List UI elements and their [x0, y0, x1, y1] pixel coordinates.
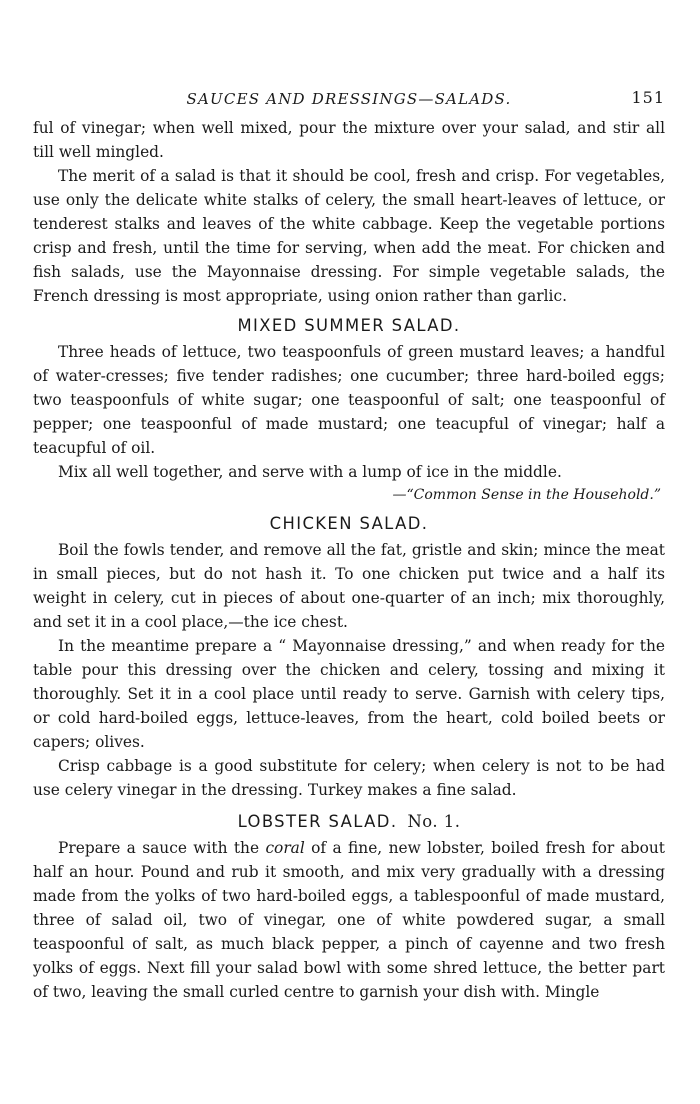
lobster-salad-paragraph-1: [33, 836, 665, 1004]
mixed-summer-salad-method: Mix all well together, and serve with a lump of ice in the middle.: [58, 463, 562, 481]
chicken-salad-paragraph-3: Crisp cabbage is a good substitute for celery; when celery is not to be had use celery vinegar in the dressing. Turkey makes a fine salad.: [33, 757, 665, 799]
lobster-salad-number: No. 1.: [407, 812, 461, 831]
book-page: [33, 86, 665, 1004]
recipe-attribution: —“Common Sense in the Household.”: [392, 487, 661, 503]
mixed-summer-salad-ingredients: Three heads of lettuce, two teaspoonfuls of green mustard leaves; a handful of water-cresses; five tender radishes; one cucumber; three hard-boiled eggs; two teaspoonfuls of white sugar; one teaspoonful of salt; one teaspoonful of pepper; one teaspoonful of made mustard; one teacupful of vinegar; half a teacupful of oil.: [33, 343, 665, 457]
chicken-salad-paragraph-1: Boil the fowls tender, and remove all the fat, gristle and skin; mince the meat in small pieces, but do not hash it. To one chicken put twice and a half its weight in celery, cut in pieces of about one-quarter of an inch; mix thoroughly, and set it in a cool place,—the ice chest.: [33, 541, 665, 631]
lobster-text-rest: of a fine, new lobster, boiled fresh for about half an hour. Pound and rub it smooth, and mix very gradually with a dressing made from the yolks of two hard-boiled eggs, a tablespoonful of made mustard, three of salad oil, two of vinegar, one of white powdered sugar, a small teaspoonful of salt, as much black pepper, a pinch of cayenne and two fresh yolks of eggs. Next fill your salad bowl with some shred lettuce, the better part of two, leaving the small curled centre to garnish your dish with. Mingle: [33, 839, 665, 1001]
page-number: 151: [631, 88, 665, 107]
chicken-salad-paragraph-2: In the meantime prepare a “ Mayonnaise dressing,” and when ready for the table pour this dressing over the chicken and celery, tossing and mixing it thoroughly. Set it in a cool place until ready to serve. Garnish with celery tips, or cold hard-boiled eggs, lettuce-leaves, from the heart, cold boiled beets or capers; olives.: [33, 637, 665, 751]
lobster-text-start: Prepare a sauce with the: [58, 839, 266, 857]
lobster-salad-heading: [33, 810, 665, 834]
lobster-salad-title: LOBSTER SALAD.: [237, 812, 398, 831]
salad-merit-paragraph: The merit of a salad is that it should be cool, fresh and crisp. For vegetables, use only the delicate white stalks of celery, the small heart-leaves of lettuce, or tenderest stalks and leaves of the white cabbage. Keep the vegetable portions crisp and fresh, until the time for serving, when add the meat. For chicken and fish salads, use the Mayonnaise dressing. For simple vegetable salads, the French dressing is most appropriate, using onion rather than garlic.: [33, 167, 665, 305]
chicken-salad-heading: CHICKEN SALAD.: [269, 514, 429, 533]
mixed-summer-salad-heading: MIXED SUMMER SALAD.: [237, 316, 461, 335]
running-head: [33, 86, 665, 116]
continuation-paragraph: ful of vinegar; when well mixed, pour the mixture over your salad, and stir all till well mingled.: [33, 119, 665, 161]
running-title: SAUCES AND DRESSINGS—SALADS.: [186, 90, 512, 108]
coral-emphasis: coral: [265, 839, 305, 857]
